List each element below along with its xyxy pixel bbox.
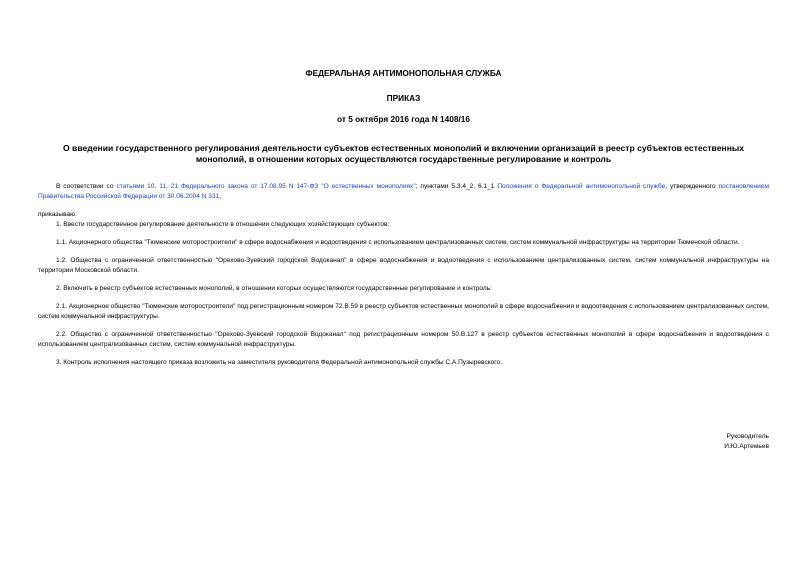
document-title: О введении государственного регулирования деятельности субъектов естественных монополий и включении организаций в реестр субъектов естественных монополий, в отношении которых осуществляются государственные регулирование и контроль [62,143,745,164]
paragraph-2-1: 2.1. Акционерное общество "Тюменские моторостроители" под регистрационным номером 72.В.59 в реестр субъектов естественных монополий в сфере водоснабжения и водоотведения с использованием централизованных систем, систем коммунальной инфраструктуры. [38,303,769,320]
fas-regulation-link[interactable]: Положения о Федеральной антимонопольной службе [497,183,666,190]
government-decree-link[interactable]: постановлением Правительства Российской Федерации от 30.06.2004 N 331 [38,183,769,200]
paragraph-2: 2. Включить в реестр субъектов естественных монополий, в отношении которых осуществляются государственные регулирование и контроль: [56,285,492,292]
signatory-position: Руководитель [726,433,769,440]
preamble-paragraph [38,182,769,202]
document-type-heading: ПРИКАЗ [386,93,421,103]
orders-word: приказываю: [38,211,77,218]
preamble-text-1: В соответствии со [56,183,117,190]
document-body [38,182,769,368]
preamble-text-4: , [219,193,222,200]
paragraph-3: 3. Контроль исполнения настоящего приказа возложить на заместителя руководителя Федеральной антимонопольной службы С.А.Пузыревского. [56,359,503,366]
paragraph-2-2: 2.2. Общество с ограниченной ответственностью "Орехово-Зуевский городской Водоканал" под регистрационным номером 50.В.127 в реестр субъектов естественных монополий в сфере водоснабжения и водоотведения с использованием централизованных систем, систем коммунальной инфраструктуры. [38,331,769,348]
paragraph-1: 1. Ввести государственное регулирование деятельности в отношении следующих хозяйствующих субъектов: [56,221,390,228]
paragraph-1-2: 1.2. Общества с ограниченной ответственностью "Орехово-Зуевский городской Водоканал" в сфере водоснабжения и водоотведения с использованием централизованных систем, систем коммунальной инфраструктуры на территории Московской области. [38,257,769,274]
law-link[interactable]: статьями 10, 11, 21 Федерального закона от 17.08.95 N 147-ФЗ "О естественных монополиях" [116,183,416,190]
paragraph-1-1: 1.1. Акционерного общества "Тюменские моторостроители" в сфере водоснабжения и водоотведения с использованием централизованных систем, систем коммунальной инфраструктуры на территории Тюменской области. [56,239,740,246]
organization-heading: ФЕДЕРАЛЬНАЯ АНТИМОНОПОЛЬНАЯ СЛУЖБА [305,68,502,78]
document-page [38,0,769,571]
preamble-text-2: ; пунктами 5.3.4_2, 6.1_1 [415,183,498,190]
date-number-heading: от 5 октября 2016 года N 1408/16 [336,114,471,124]
signatory-name: И.Ю.Артемьев [724,443,769,450]
preamble-text-3: , утвержденного [665,183,719,190]
signature-block [724,432,769,452]
